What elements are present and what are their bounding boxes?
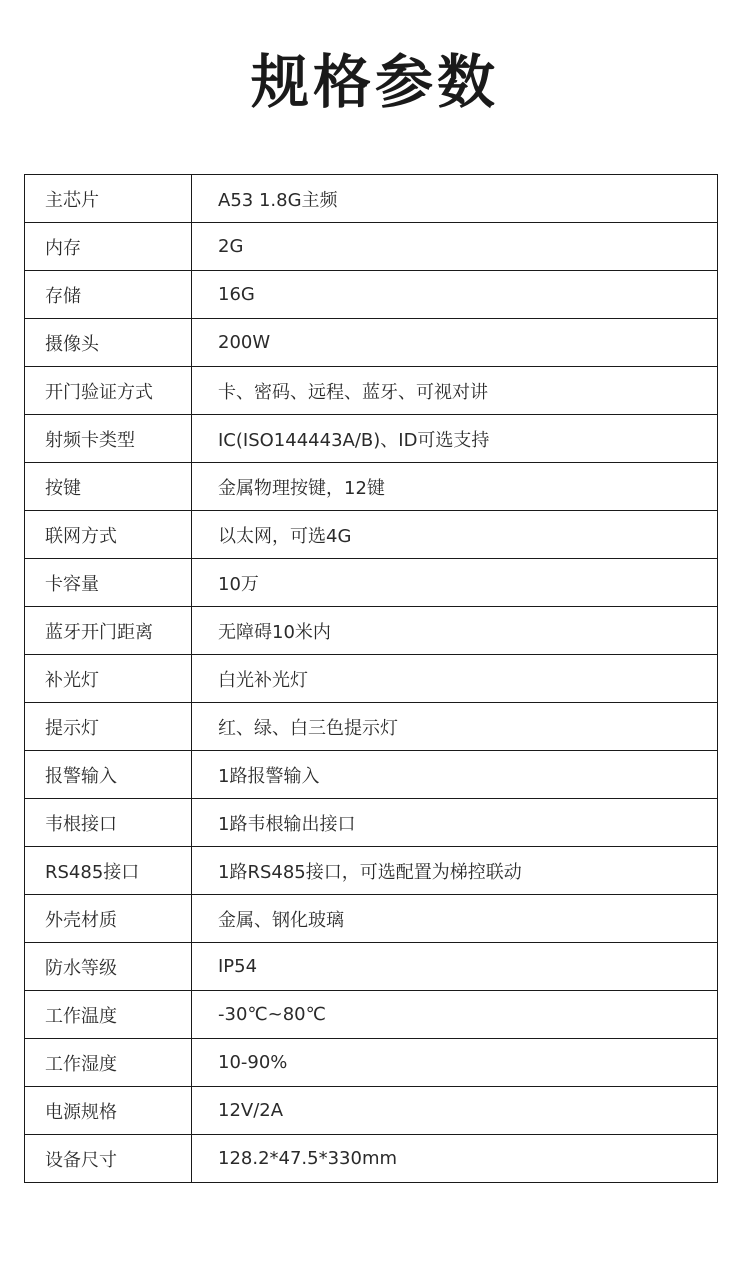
spec-label: 卡容量 bbox=[25, 559, 192, 607]
spec-label: 联网方式 bbox=[25, 511, 192, 559]
spec-value: 金属、钢化玻璃 bbox=[192, 895, 718, 943]
spec-value: 白光补光灯 bbox=[192, 655, 718, 703]
table-row bbox=[25, 607, 718, 655]
spec-value: 10-90% bbox=[192, 1039, 718, 1087]
table-row bbox=[25, 1039, 718, 1087]
table-row bbox=[25, 991, 718, 1039]
spec-value: 卡、密码、远程、蓝牙、可视对讲 bbox=[192, 367, 718, 415]
spec-value: 200W bbox=[192, 319, 718, 367]
spec-label: 补光灯 bbox=[25, 655, 192, 703]
spec-value: 12V/2A bbox=[192, 1087, 718, 1135]
spec-label: 提示灯 bbox=[25, 703, 192, 751]
table-row bbox=[25, 319, 718, 367]
table-row bbox=[25, 1087, 718, 1135]
spec-label: 蓝牙开门距离 bbox=[25, 607, 192, 655]
table-row bbox=[25, 271, 718, 319]
spec-value: 1路报警输入 bbox=[192, 751, 718, 799]
table-row bbox=[25, 751, 718, 799]
table-row bbox=[25, 463, 718, 511]
spec-value: 10万 bbox=[192, 559, 718, 607]
spec-value: 128.2*47.5*330mm bbox=[192, 1135, 718, 1183]
table-row bbox=[25, 223, 718, 271]
spec-label: 射频卡类型 bbox=[25, 415, 192, 463]
table-row bbox=[25, 559, 718, 607]
spec-value: -30℃~80℃ bbox=[192, 991, 718, 1039]
table-row bbox=[25, 799, 718, 847]
spec-value: 无障碍10米内 bbox=[192, 607, 718, 655]
spec-value: 1路RS485接口，可选配置为梯控联动 bbox=[192, 847, 718, 895]
page-title: 规格参数 bbox=[250, 48, 499, 116]
spec-label: 按键 bbox=[25, 463, 192, 511]
spec-label: 防水等级 bbox=[25, 943, 192, 991]
spec-label: 韦根接口 bbox=[25, 799, 192, 847]
spec-value: 以太网，可选4G bbox=[192, 511, 718, 559]
spec-value: 1路韦根输出接口 bbox=[192, 799, 718, 847]
spec-value: IP54 bbox=[192, 943, 718, 991]
spec-value: 2G bbox=[192, 223, 718, 271]
table-row bbox=[25, 655, 718, 703]
spec-label: RS485接口 bbox=[25, 847, 192, 895]
table-row bbox=[25, 175, 718, 223]
spec-label: 开门验证方式 bbox=[25, 367, 192, 415]
table-row bbox=[25, 511, 718, 559]
spec-label: 工作温度 bbox=[25, 991, 192, 1039]
table-row bbox=[25, 367, 718, 415]
spec-label: 报警输入 bbox=[25, 751, 192, 799]
spec-label: 工作湿度 bbox=[25, 1039, 192, 1087]
spec-value: 金属物理按键，12键 bbox=[192, 463, 718, 511]
spec-label: 存储 bbox=[25, 271, 192, 319]
table-row bbox=[25, 895, 718, 943]
table-row bbox=[25, 1135, 718, 1183]
spec-label: 主芯片 bbox=[25, 175, 192, 223]
spec-value: 16G bbox=[192, 271, 718, 319]
spec-label: 外壳材质 bbox=[25, 895, 192, 943]
table-row bbox=[25, 847, 718, 895]
table-row bbox=[25, 943, 718, 991]
spec-label: 内存 bbox=[25, 223, 192, 271]
table-row bbox=[25, 415, 718, 463]
spec-value: 红、绿、白三色提示灯 bbox=[192, 703, 718, 751]
spec-label: 摄像头 bbox=[25, 319, 192, 367]
spec-value: A53 1.8G主频 bbox=[192, 175, 718, 223]
spec-label: 设备尺寸 bbox=[25, 1135, 192, 1183]
table-row bbox=[25, 703, 718, 751]
spec-table bbox=[24, 174, 718, 1183]
spec-value: IC(ISO144443A/B)、ID可选支持 bbox=[192, 415, 718, 463]
spec-label: 电源规格 bbox=[25, 1087, 192, 1135]
spec-table-body bbox=[25, 175, 718, 1183]
